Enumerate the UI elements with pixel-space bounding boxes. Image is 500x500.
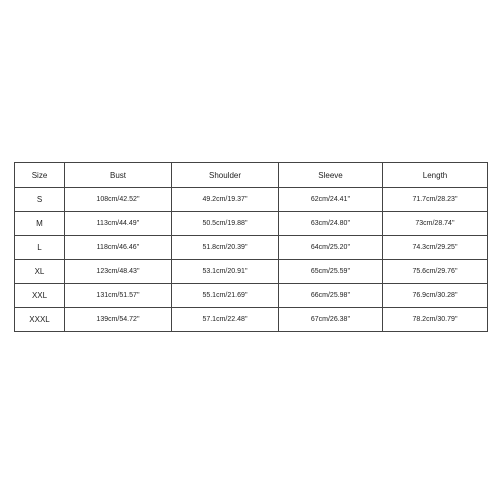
sleeve-cell: 62cm/24.41'' (279, 188, 383, 212)
sleeve-cell: 64cm/25.20'' (279, 236, 383, 260)
shoulder-cell: 57.1cm/22.48'' (172, 308, 279, 332)
table-header-row (15, 163, 488, 188)
header-length: Length (383, 163, 488, 188)
bust-cell: 123cm/48.43'' (65, 260, 172, 284)
shoulder-cell: 53.1cm/20.91'' (172, 260, 279, 284)
size-cell: M (15, 212, 65, 236)
bust-cell: 108cm/42.52'' (65, 188, 172, 212)
table-row (15, 212, 488, 236)
length-cell: 75.6cm/29.76'' (383, 260, 488, 284)
sleeve-cell: 67cm/26.38'' (279, 308, 383, 332)
shoulder-cell: 49.2cm/19.37'' (172, 188, 279, 212)
shoulder-cell: 55.1cm/21.69'' (172, 284, 279, 308)
bust-cell: 139cm/54.72'' (65, 308, 172, 332)
size-chart (14, 162, 487, 332)
header-bust: Bust (65, 163, 172, 188)
size-cell: XXL (15, 284, 65, 308)
bust-cell: 118cm/46.46'' (65, 236, 172, 260)
header-shoulder: Shoulder (172, 163, 279, 188)
size-cell: XL (15, 260, 65, 284)
table-row (15, 308, 488, 332)
length-cell: 73cm/28.74'' (383, 212, 488, 236)
sleeve-cell: 63cm/24.80'' (279, 212, 383, 236)
shoulder-cell: 51.8cm/20.39'' (172, 236, 279, 260)
size-cell: L (15, 236, 65, 260)
length-cell: 71.7cm/28.23'' (383, 188, 488, 212)
length-cell: 74.3cm/29.25'' (383, 236, 488, 260)
table-row (15, 260, 488, 284)
sleeve-cell: 65cm/25.59'' (279, 260, 383, 284)
size-cell: XXXL (15, 308, 65, 332)
bust-cell: 131cm/51.57'' (65, 284, 172, 308)
size-cell: S (15, 188, 65, 212)
length-cell: 76.9cm/30.28'' (383, 284, 488, 308)
length-cell: 78.2cm/30.79'' (383, 308, 488, 332)
header-sleeve: Sleeve (279, 163, 383, 188)
bust-cell: 113cm/44.49'' (65, 212, 172, 236)
table-row (15, 188, 488, 212)
shoulder-cell: 50.5cm/19.88'' (172, 212, 279, 236)
size-table (14, 162, 488, 332)
header-size: Size (15, 163, 65, 188)
table-row (15, 236, 488, 260)
sleeve-cell: 66cm/25.98'' (279, 284, 383, 308)
table-row (15, 284, 488, 308)
